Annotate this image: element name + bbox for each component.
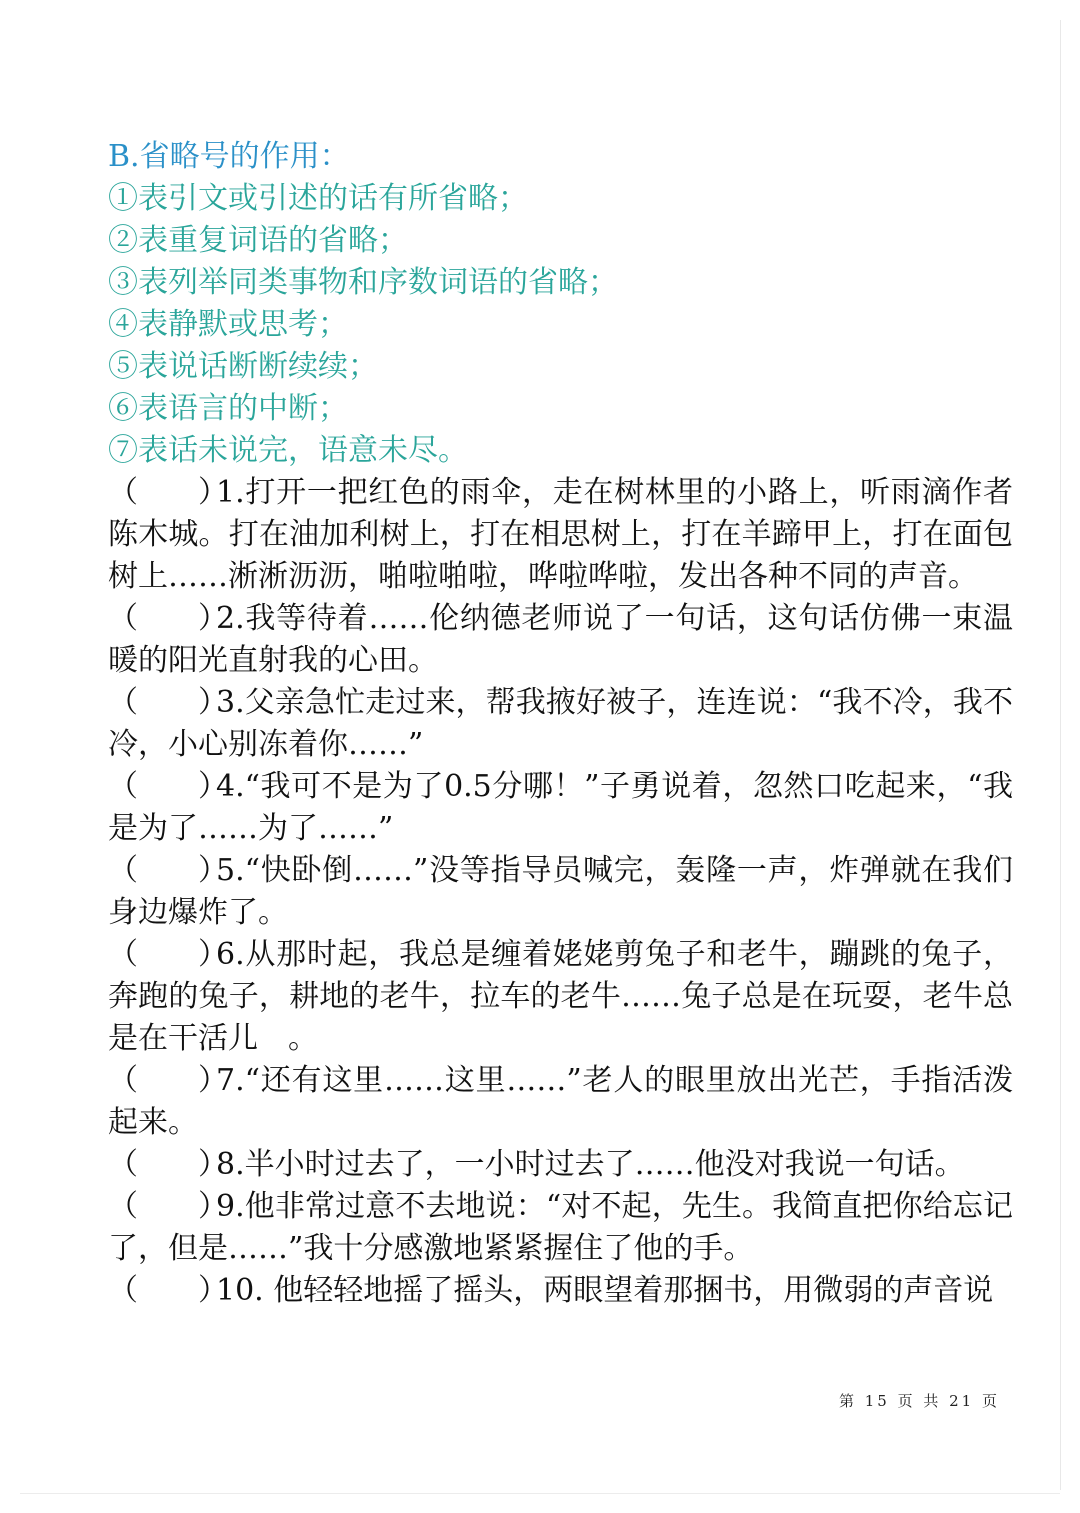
answer-blank[interactable]: （ ） xyxy=(108,1273,228,1308)
point-item: ⑤表说话断断续续； xyxy=(108,349,378,384)
answer-blank[interactable]: （ ） xyxy=(108,1063,228,1098)
question-item xyxy=(108,1270,1013,1312)
answer-blank[interactable]: （ ） xyxy=(108,769,228,804)
question-item xyxy=(108,598,1013,682)
question-item xyxy=(108,1144,1013,1186)
point-item: ③表列举同类事物和序数词语的省略； xyxy=(108,265,618,300)
answer-blank[interactable]: （ ） xyxy=(108,937,228,972)
point-item: ②表重复词语的省略； xyxy=(108,223,408,258)
question-text: 2.我等待着……伦纳德老师说了一句话，这句话仿佛一束温暖的阳光直射我的心田。 xyxy=(108,601,1013,678)
question-text: 3.父亲急忙走过来，帮我掖好被子，连连说：“我不冷，我不冷，小心别冻着你……” xyxy=(108,685,1013,762)
point-item: ⑥表语言的中断； xyxy=(108,391,348,426)
question-item xyxy=(108,682,1013,766)
point-item: ①表引文或引述的话有所省略； xyxy=(108,181,528,216)
answer-blank[interactable]: （ ） xyxy=(108,1189,228,1224)
section-heading: B.省略号的作用： xyxy=(108,139,350,174)
question-item xyxy=(108,850,1013,934)
answer-blank[interactable]: （ ） xyxy=(108,853,228,888)
question-item xyxy=(108,472,1013,598)
question-item xyxy=(108,1060,1013,1144)
question-text: 5.“快卧倒……”没等指导员喊完，轰隆一声，炸弹就在我们身边爆炸了。 xyxy=(108,853,1013,930)
answer-blank[interactable]: （ ） xyxy=(108,475,228,510)
answer-blank[interactable]: （ ） xyxy=(108,1147,228,1182)
question-text: 8.半小时过去了，一小时过去了……他没对我说一句话。 xyxy=(216,1147,965,1182)
page-edge-right xyxy=(1060,20,1061,1490)
question-text: 9.他非常过意不去地说：“对不起，先生。我简直把你给忘记了，但是……”我十分感激地紧紧握住了他的手。 xyxy=(108,1189,1013,1266)
question-text: 6.从那时起，我总是缠着姥姥剪兔子和老牛，蹦跳的兔子，奔跑的兔子，耕地的老牛，拉车的老牛……兔子总是在玩耍，老牛总是在干活儿 。 xyxy=(108,937,1013,1056)
page-content xyxy=(108,136,1013,1312)
answer-blank[interactable]: （ ） xyxy=(108,601,228,636)
question-item xyxy=(108,766,1013,850)
page-number: 第 15 页 共 21 页 xyxy=(838,1392,1000,1410)
point-item: ④表静默或思考； xyxy=(108,307,348,342)
question-item xyxy=(108,1186,1013,1270)
answer-blank[interactable]: （ ） xyxy=(108,685,228,720)
question-text: 7.“还有这里……这里……”老人的眼里放出光芒，手指活泼起来。 xyxy=(108,1063,1013,1140)
question-text: 1.打开一把红色的雨伞，走在树林里的小路上，听雨滴作者陈木城。打在油加利树上，打在相思树上，打在羊蹄甲上，打在面包树上……淅淅沥沥，啪啦啪啦，哗啦哗啦，发出各种不同的声音。 xyxy=(108,475,1013,594)
question-text: 10. 他轻轻地摇了摇头，两眼望着那捆书，用微弱的声音说 xyxy=(216,1273,994,1308)
point-item: ⑦表话未说完，语意未尽。 xyxy=(108,433,468,468)
page-edge-bottom xyxy=(20,1493,1060,1494)
question-item xyxy=(108,934,1013,1060)
question-text: 4.“我可不是为了0.5分哪！”子勇说着，忽然口吃起来，“我是为了……为了……” xyxy=(108,769,1013,846)
